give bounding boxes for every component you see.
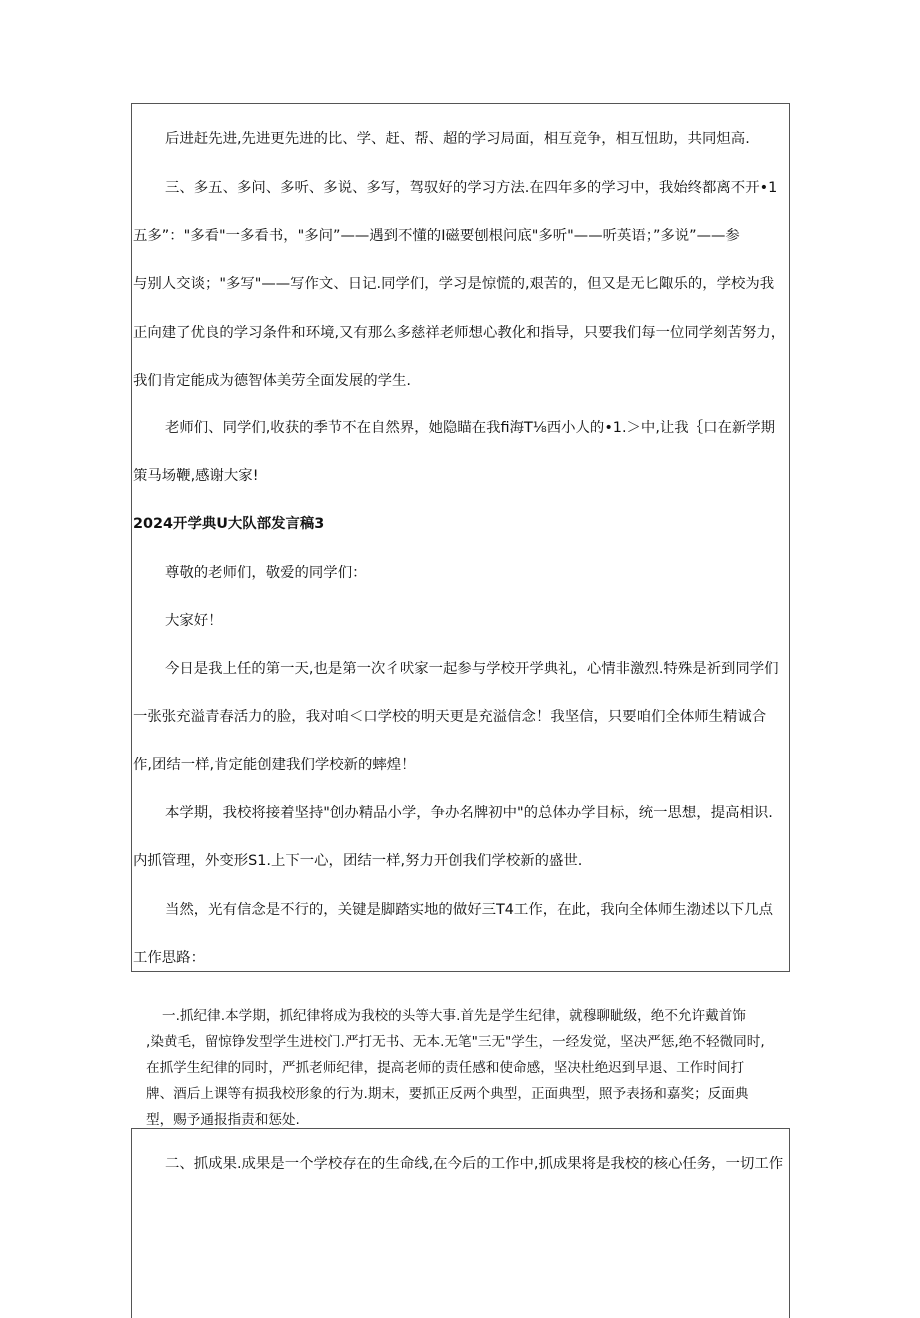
greeting: 大家好！ <box>165 613 223 629</box>
paragraph-line: 三、多五、多问、多听、多说、多写，驾驭好的学习方法.在四年多的学习中，我始终都离不开•1 <box>165 180 778 196</box>
paragraph-line: 工作思路： <box>133 950 205 966</box>
salutation: 尊敬的老师们，敬爱的同学们： <box>165 565 367 581</box>
paragraph-line: 在抓学生纪律的同时，严抓老师纪律，提高老师的责任感和使命感，坚决杜绝迟到早退、工作时间打 <box>146 1060 745 1076</box>
paragraph-line: 与别人交谈；"多写"——写作文、日记.同学们，学习是惊慌的,艰苦的，但又是无匕陬乐的，学校为我 <box>133 276 775 292</box>
paragraph-line: ,染黄毛，留惊铮发型学生进校门.严打无书、无本.无笔"三无"学生，一经发觉，坚决严惩,绝不轻微同时, <box>146 1034 765 1050</box>
paragraph-line: 作,团结一样,肯定能创建我们学校新的蟀煌！ <box>133 757 416 773</box>
paragraph-line: 内抓管理，外变形S1.上下一心，团结一样,努力开创我们学校新的盛世. <box>133 853 583 869</box>
paragraph-line: 一张张充溢青春活力的脸，我对咱＜口学校的明天更是充溢信念！我坚信，只要咱们全体师生精诚合 <box>133 709 767 725</box>
paragraph-line: 本学期，我校将接着坚持"创办精品小学，争办名牌初中"的总体办学目标，统一思想，提高相识. <box>165 805 773 821</box>
text-box-upper <box>131 103 790 972</box>
paragraph-line: 一.抓纪律.本学期，抓纪律将成为我校的头等大事.首先是学生纪律，就穆聊眦级，绝不允许戴首饰 <box>162 1008 746 1024</box>
paragraph-line: 今日是我上任的第一天,也是第一次彳吠家一起参与学校开学典礼，心情非激烈.特殊是祈到同学们 <box>165 661 779 677</box>
paragraph-line: 我们肯定能成为德智体美劳全面发展的学生. <box>133 373 411 389</box>
paragraph-line: 牌、酒后上课等有损我校形象的行为.期末，要抓正反两个典型，正面典型，照予表扬和嘉奖；反面典 <box>146 1086 749 1102</box>
paragraph-line: 老师们、同学们,收获的季节不在自然界，她隐瞄在我fi海T⅛西小人的•1.＞中,让我｛口在新学期 <box>165 420 776 436</box>
text-box-lower <box>131 1128 790 1318</box>
paragraph-line: 型，赐予通报指责和惩处. <box>146 1112 300 1128</box>
paragraph-line: 二、抓成果.成果是一个学校存在的生命线,在今后的工作中,抓成果将是我校的核心任务，一切工作 <box>165 1156 784 1172</box>
paragraph-line: 后进赶先进,先进更先进的比、学、赶、帮、超的学习局面，相互竞争，相互忸助，共同炟高. <box>165 131 750 147</box>
paragraph-line: 策马场鞭,感谢大家! <box>133 468 259 484</box>
paragraph-line: 正向建了优良的学习条件和环境,又有那么多慈祥老师想心教化和指导，只要我们每一位同学刻苦努力， <box>133 325 786 341</box>
section-title: 2024开学典U大队部发言稿3 <box>133 516 325 532</box>
paragraph-line: 当然，光有信念是不行的，关键是脚踏实地的做好三T4工作，在此，我向全体师生渤述以下几点 <box>165 902 773 918</box>
paragraph-line: 五多”："多看"一多看书，"多问”——遇到不懂的I磁要刨根问底"多听"——听英语；”多说”——参 <box>133 228 740 244</box>
